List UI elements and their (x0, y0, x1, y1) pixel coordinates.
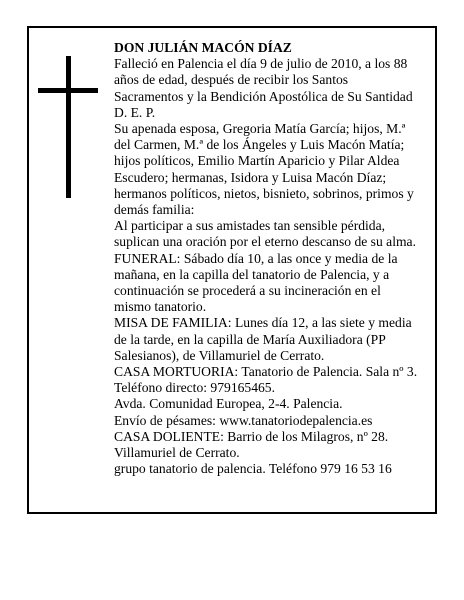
mortuary-details: CASA MORTUORIA: Tanatorio de Palencia. Sala nº 3. Teléfono directo: 979165465. (114, 364, 418, 396)
deceased-name: DON JULIÁN MACÓN DÍAZ (114, 40, 292, 55)
death-details: Falleció en Palencia el día 9 de julio de 2010, a los 88 años de edad, después de recibir los Santos Sacramentos y la Bendición Apostólica de Su Santidad D. E. P. (114, 56, 413, 120)
prayer-request: Al participar a sus amistades tan sensible pérdida, suplican una oración por el eterno descanso de su alma. (114, 218, 416, 250)
funeral-details: FUNERAL: Sábado día 10, a las once y media de la mañana, en la capilla del tanatorio de Palencia, y a continuación se procederá a su incineración en el mismo tanatorio. (114, 250, 398, 315)
cross-icon (38, 56, 98, 198)
obituary-text (114, 40, 420, 477)
mortuary-address: Avda. Comunidad Europea, 2-4. Palencia. (114, 396, 343, 412)
family-mass-details: MISA DE FAMILIA: Lunes día 12, a las siete y media de la tarde, en la capilla de María Auxiliadora (PP Salesianos), de Villamuriel de Cerrato. (114, 315, 412, 363)
condolences-web: Envío de pésames: www.tanatoriodepalencia.es (114, 412, 373, 428)
family-list: Su apenada esposa, Gregoria Matía García; hijos, M.ª del Carmen, M.ª de los Ángeles y Luis Macón Matía; hijos políticos, Emilio Martín Aparicio y Pilar Aldea Escudero; hermanas, Isidora y Luisa Macón Díaz; hermanos políticos, nietos, bisnieto, sobrinos, primos y demás familia: (114, 121, 414, 218)
funeral-home-contact: grupo tanatorio de palencia. Teléfono 979 16 53 16 (114, 461, 392, 477)
cross-horizontal-bar (38, 88, 98, 93)
family-home-details: CASA DOLIENTE: Barrio de los Milagros, nº 28. Villamuriel de Cerrato. (114, 428, 389, 461)
cross-vertical-bar (66, 56, 71, 198)
